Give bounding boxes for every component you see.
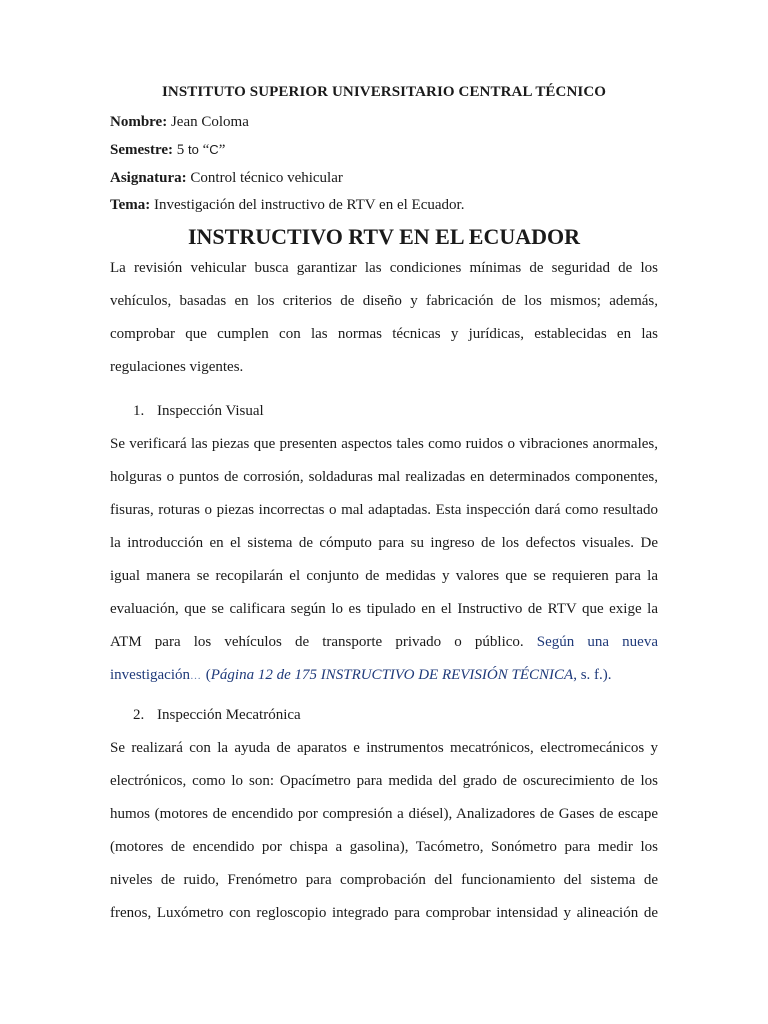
citation-title: Página 12 de 175 INSTRUCTIVO DE REVISIÓN TÉCNICA [210, 667, 574, 683]
semestre-value-quote-close: ” [218, 142, 226, 158]
tema-value: Investigación del instructivo de RTV en el Ecuador. [154, 197, 465, 213]
section-1-number: 1. [133, 403, 145, 419]
document-title: INSTRUCTIVO RTV EN EL ECUADOR [187, 224, 580, 249]
section-2-line: electrónicos, como lo son: Opacímetro para medida del grado de oscurecimiento de los [110, 773, 658, 789]
section-2-number: 2. [133, 707, 145, 723]
asignatura-label: Asignatura: [110, 170, 187, 186]
citation-open: ( [201, 667, 211, 683]
section-1-line: evaluación, que se calificara según lo es tipulado en el Instructivo de RTV que exige la [110, 601, 658, 617]
section-1-title: Inspección Visual [157, 403, 264, 419]
research-link[interactable]: investigación [110, 667, 190, 683]
intro-line: comprobar que cumplen con las normas técnicas y jurídicas, establecidas en las [110, 326, 658, 342]
section-1-line: fisuras, roturas o piezas incorrectas o mal adaptadas. Esta inspección dará como resultado [110, 502, 658, 518]
semestre-value-letter: C [209, 142, 219, 157]
section-2-line: humos (motores de encendido por compresión a diésel), Analizadores de Gases de escape [110, 806, 658, 822]
tema-line [110, 197, 464, 214]
intro-paragraph [110, 252, 658, 384]
section-2-line: niveles de ruido, Frenómetro para comprobación del funcionamiento del sistema de [110, 872, 658, 888]
section-1-line: holguras o puntos de corrosión, soldaduras mal realizadas en determinados componentes, [110, 469, 658, 485]
section-1-paragraph [110, 428, 658, 693]
section-1-heading [133, 403, 264, 420]
section-2-heading [133, 707, 301, 724]
intro-line: vehículos, basadas en los criterios de diseño y fabricación de los mismos; además, [110, 293, 658, 309]
nombre-label: Nombre: [110, 114, 168, 130]
nombre-value: Jean Coloma [170, 114, 249, 130]
section-1-line: Se verificará las piezas que presenten aspectos tales como ruidos o vibraciones anormales, [110, 436, 658, 452]
section-2-paragraph [110, 732, 658, 930]
section-2-line: frenos, Luxómetro con regloscopio integrado para comprobar intensidad y alineación de [110, 905, 658, 921]
institution-heading: INSTITUTO SUPERIOR UNIVERSITARIO CENTRAL TÉCNICO [161, 84, 607, 100]
semestre-label: Semestre: [110, 142, 174, 158]
section-1-line: igual manera se recopilarán el conjunto de medidas y valores que se requieren para la [110, 568, 658, 584]
ellipsis: … [189, 670, 202, 682]
intro-line: regulaciones vigentes. [110, 359, 244, 375]
section-2-line: (motores de encendido por chispa a gasolina), Tacómetro, Sonómetro para medir los [110, 839, 658, 855]
tema-label: Tema: [110, 197, 151, 213]
asignatura-line [110, 170, 343, 187]
asignatura-value: Control técnico vehicular [190, 170, 343, 186]
semestre-line [110, 142, 225, 159]
section-2-title: Inspección Mecatrónica [157, 707, 301, 723]
semestre-value-number: 5 [176, 142, 189, 158]
semestre-value-suffix: to [188, 142, 199, 157]
intro-line: La revisión vehicular busca garantizar las condiciones mínimas de seguridad de los [110, 260, 658, 276]
nombre-line [110, 114, 249, 131]
section-2-line: Se realizará con la ayuda de aparatos e instrumentos mecatrónicos, electromecánicos y [110, 740, 658, 756]
section-1-line: la introducción en el sistema de cómputo para su ingreso de los defectos visuales. De [110, 535, 658, 551]
section-1-citation-line [110, 659, 658, 693]
citation-close: , s. f.). [573, 667, 612, 683]
search-link[interactable]: Según una nueva [536, 634, 658, 650]
semestre-value-quote-open: “ [198, 142, 210, 158]
section-1-line-text: ATM para los vehículos de transporte privado o público. [110, 634, 524, 650]
section-1-line [110, 626, 658, 659]
